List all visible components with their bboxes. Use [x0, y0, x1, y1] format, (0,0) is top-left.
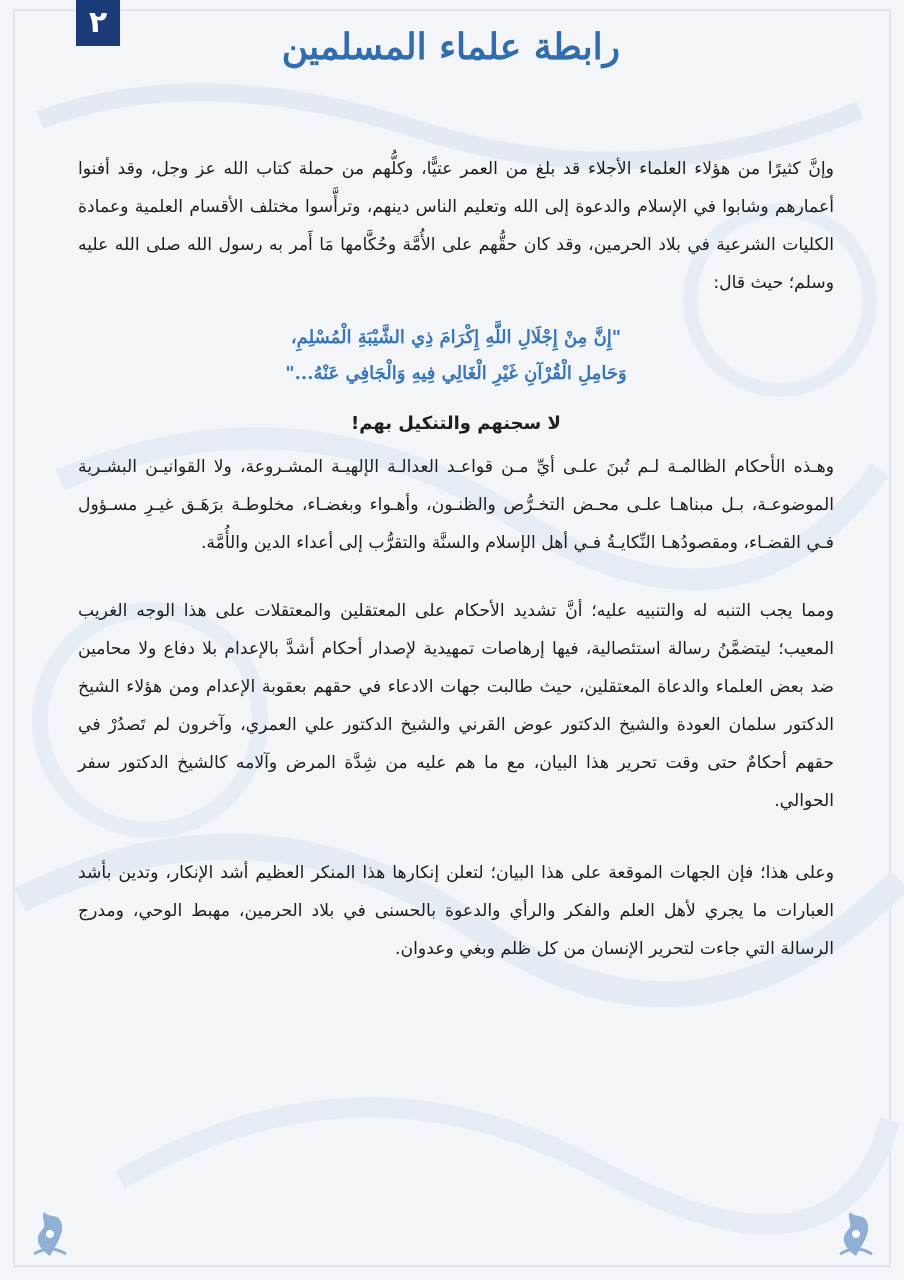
paragraph-1: وإنَّ كثيرًا من هؤلاء العلماء الأجلاء قد بلغ من العمر عتيًّا، وكلُّهم من حملة كتاب الله عز وجل، وقد أفنوا أعمارهم وشابوا في الإسلام والدعوة إلى الله وتعليم الناس دينهم، وترأَّسوا مختلف الأقسام العلمية وعمادة الكليات الشرعية في بلاد الحرمين، وقد كان حقُّهم على الأُمَّة وحُكَّامها مَا أَمر به رسول الله صلى الله عليه وسلم؛ حيث قال:: [78, 159, 834, 293]
ornament-left-icon: [30, 1208, 70, 1258]
ornament-right-icon: [836, 1208, 876, 1258]
page-number-badge: ٢: [76, 0, 120, 46]
logo-text: رابطة علماء المسلمين: [281, 26, 620, 68]
section-heading: لا سجنهم والتنكيل بهم!: [351, 413, 561, 434]
organization-logo: [281, 18, 620, 98]
paragraph-3: ومما يجب التنبه له والتنبيه عليه؛ أنَّ تشديد الأحكام على المعتقلين والمعتقلات على هذا الوجه الغريب المعيب؛ ليتضمَّنُ رسالة استئصالية، فيها إرهاصات تمهيدية لإصدار أحكام أشدَّ بالإعدام بلا دفاع ولا محامين ضد بعض العلماء والدعاة المعتقلين، حيث طالبت جهات الادعاء في حقهم بعقوبة الإعدام ومن هؤلاء الشيخ الدكتور سلمان العودة والشيخ الدكتور عوض القرني والشيخ الدكتور علي العمري، وآخرون لم تَصدُرْ في حقهم أحكامٌ حتى وقت تحرير هذا البيان، مع ما هم عليه من شِدَّة المرض وآلامه كالشيخ الدكتور سفر الحوالي.: [78, 601, 834, 811]
document-body: [78, 150, 834, 968]
hadith-line-2: وَحَامِلِ الْقُرْآنِ غَيْرِ الْغَالِي فِيهِ وَالْجَافِي عَنْهُ...": [285, 363, 627, 384]
paragraph-4: وعلى هذا؛ فإن الجهات الموقعة على هذا البيان؛ لتعلن إنكارها هذا المنكر العظيم أشد الإنكار، وتدين بأشد العبارات ما يجري لأهل العلم والفكر والرأي والدعوة بالحسنى في بلاد الحرمين، مهبط الوحي، ومدرج الرسالة التي جاءت لتحرير الإنسان من كل ظلم وبغي وعدوان.: [78, 863, 834, 959]
hadith-line-1: "إِنَّ مِنْ إِجْلَالِ اللَّهِ إِكْرَامَ ذِي الشَّيْبَةِ الْمُسْلِمِ،: [290, 327, 622, 348]
paragraph-2: وهـذه الأحكام الظالمـة لـم تُبنَ علـى أيِّ مـن قواعـد العدالـة الإلهيـة المشـروعة، ولا القوانيـن البشـرية الموضوعـة، بـل مبناهـا علـى محـض التخـرُّص والظنـون، وأهـواء وبغضـاء، مخلوطـة برَهَـق غيـرِ مسـؤول فـي القضـاء، ومقصودُهـا النِّكايـةُ فـي أهل الإسلام والسنَّة والتقرُّب إلى أعداء الدين والأُمَّة.: [78, 457, 834, 553]
hadith-quote: [78, 320, 834, 392]
